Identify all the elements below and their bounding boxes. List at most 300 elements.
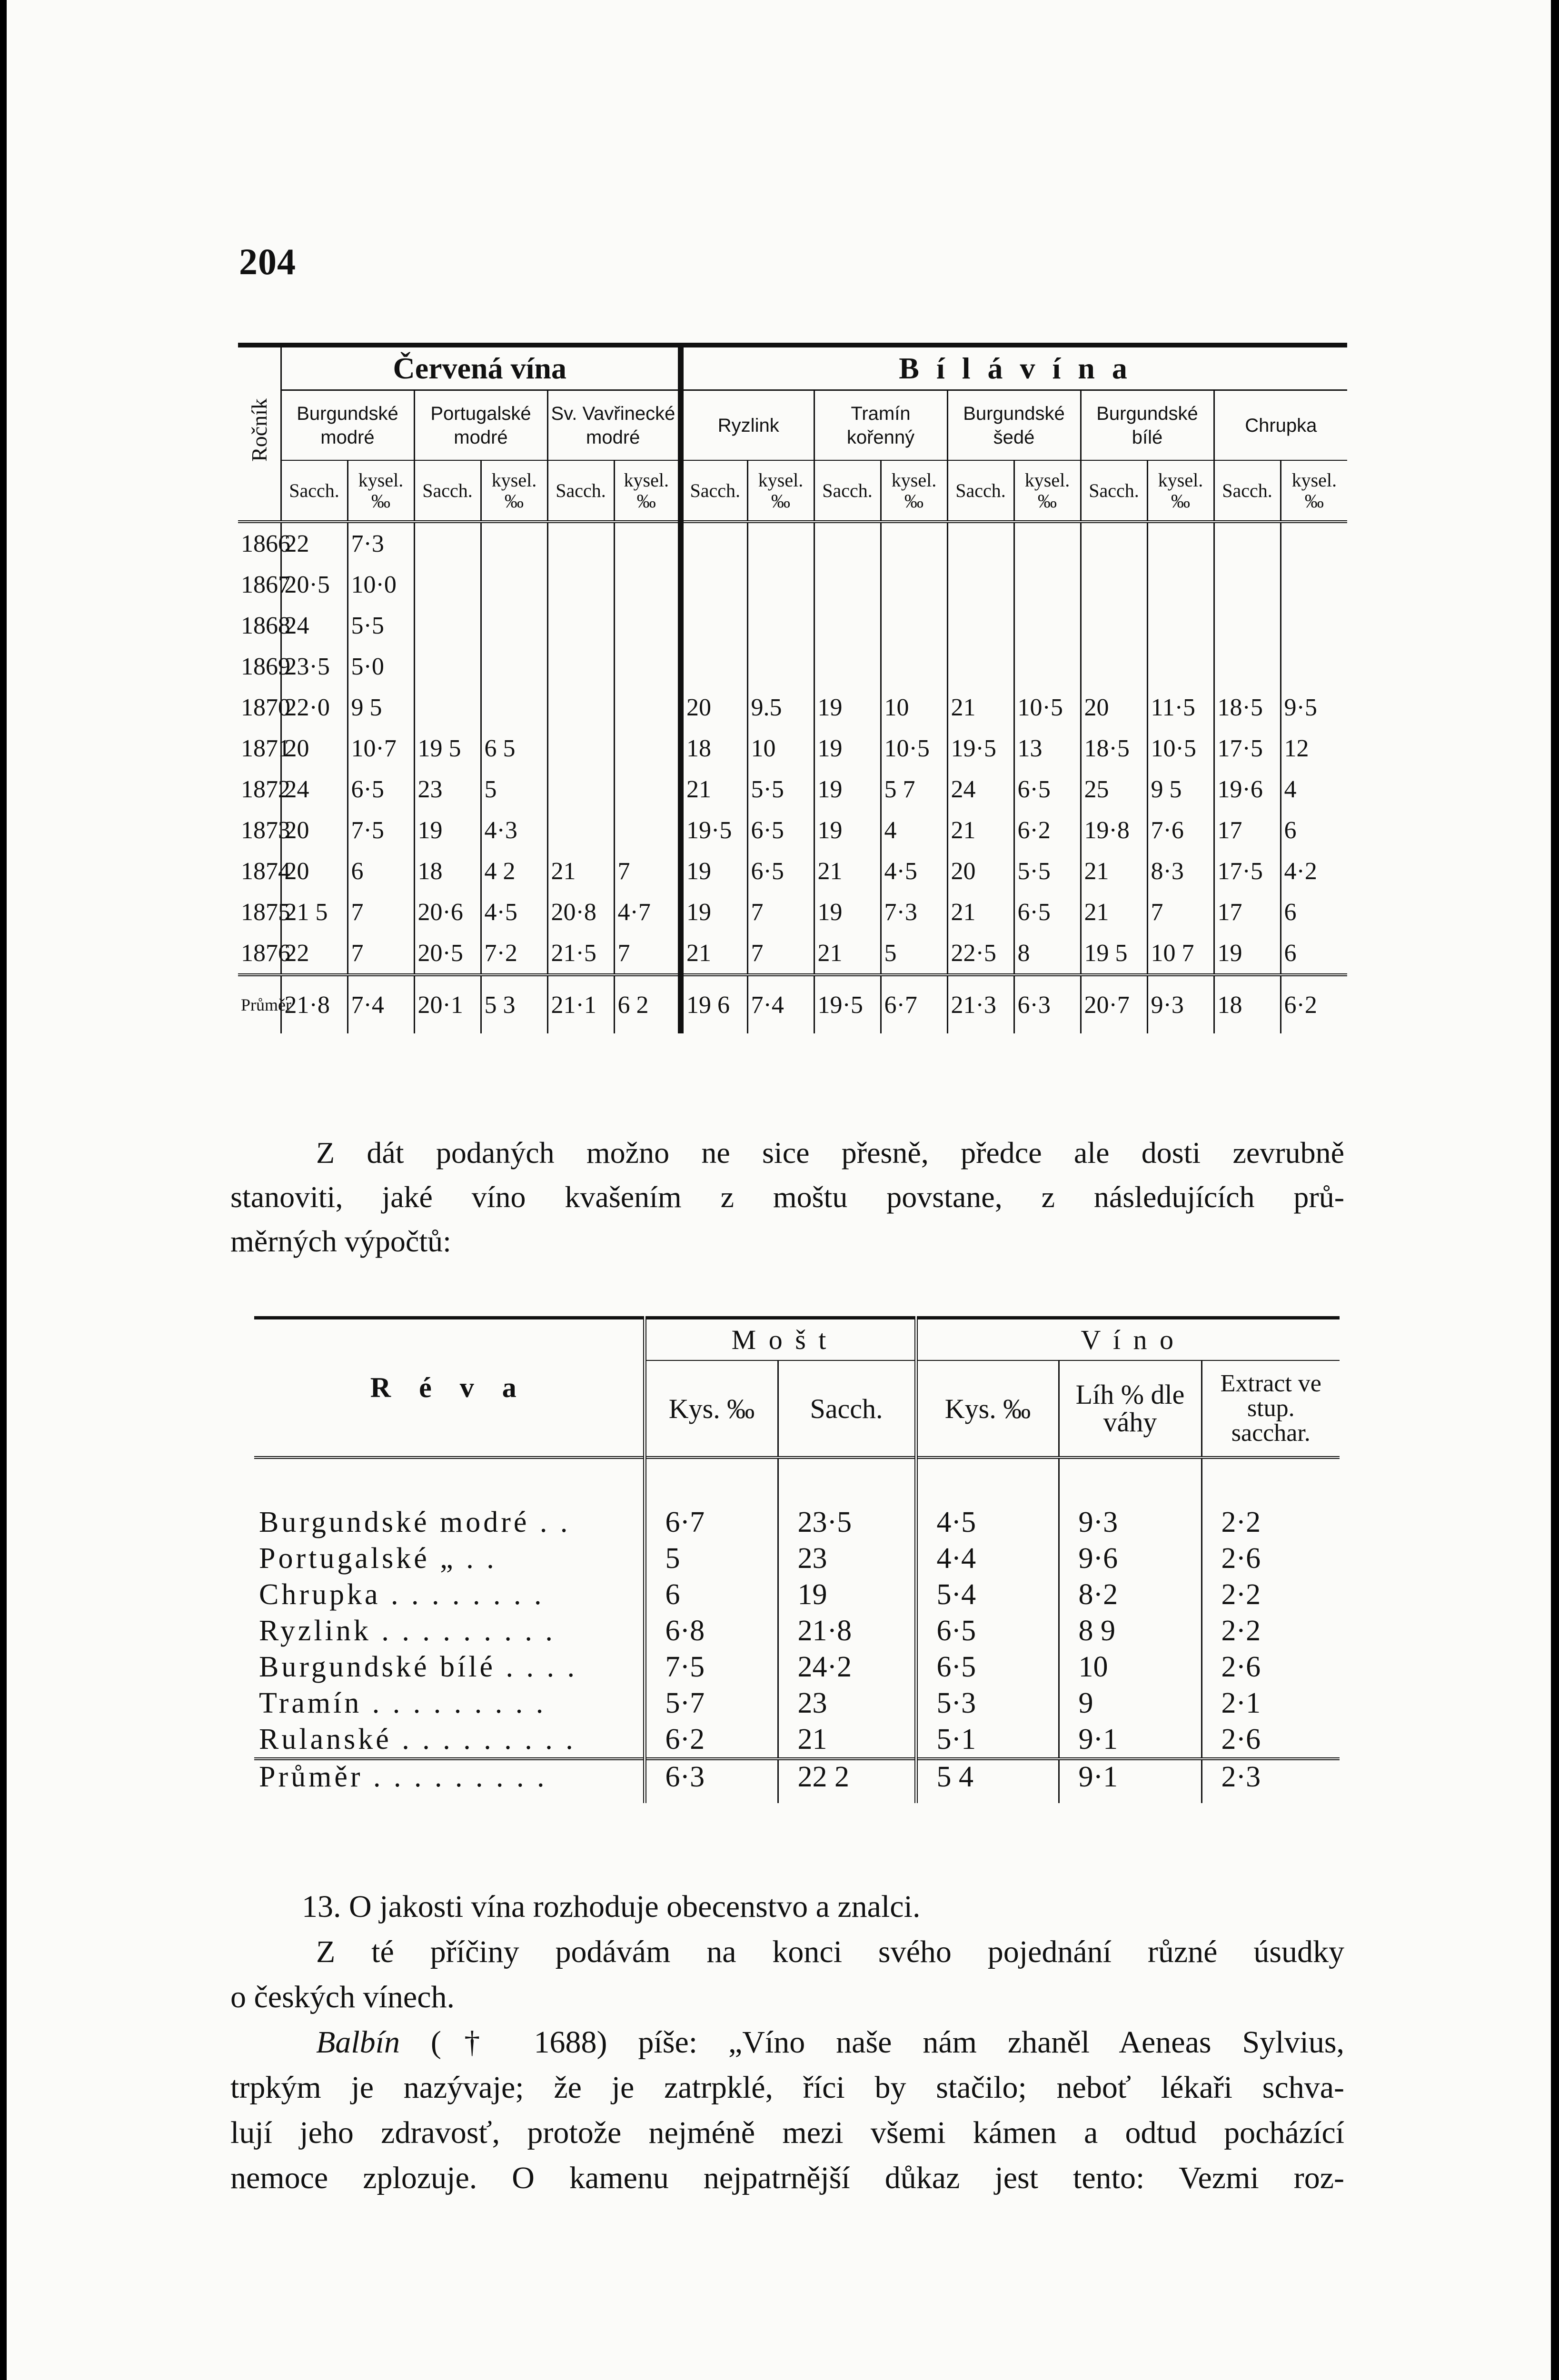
sacch-subheader: Sacch. (1214, 460, 1281, 522)
permille-label: ‰ (771, 490, 790, 512)
value-cell: 7 (1147, 892, 1214, 932)
variety-color: bílé (1132, 426, 1163, 448)
sacch-subheader: Sacch. (947, 460, 1014, 522)
value-cell: 21 (947, 687, 1014, 728)
value-cell: 20·5 (281, 564, 348, 605)
value-cell: 5 (881, 932, 947, 975)
value-cell: 7·5 (348, 810, 414, 851)
value-cell: 20 (281, 810, 348, 851)
value-cell (881, 646, 947, 687)
variety-cell: Ryzlink . . . . . . . . . (259, 1614, 556, 1647)
permille-label: ‰ (1171, 490, 1190, 512)
value-cell: 6·8 (645, 1613, 778, 1649)
value-cell: 9 5 (348, 687, 414, 728)
author-name: Balbín (316, 2025, 400, 2060)
value-cell (547, 522, 614, 564)
year-cell: 1876 (241, 939, 290, 967)
permille-label: ‰ (1038, 490, 1057, 512)
rocnik-header: Ročník (238, 345, 281, 522)
value-cell: 9·3 (1059, 1458, 1202, 1540)
table-row (254, 1577, 1340, 1613)
value-cell (1147, 564, 1214, 605)
text-line: lují jeho zdravosť, protože nejméně mezi všemi kámen a odtud pocházící (230, 2115, 1344, 2150)
value-cell (614, 522, 681, 564)
value-cell (681, 564, 747, 605)
value-cell (1014, 605, 1081, 646)
value-cell (614, 810, 681, 851)
value-cell: 2·2 (1202, 1613, 1340, 1649)
value-cell: 10·5 (881, 728, 947, 769)
value-cell (681, 605, 747, 646)
table-row (254, 1685, 1340, 1721)
average-cell: 6·2 (1281, 975, 1347, 1033)
value-cell: 21 (1081, 892, 1147, 932)
value-cell (947, 646, 1014, 687)
variety-cell: Portugalské „ . . (259, 1542, 497, 1575)
permille-label: ‰ (1304, 490, 1324, 512)
table-row (254, 1540, 1340, 1577)
kysel-label: kysel. (1024, 469, 1070, 491)
value-cell: 23·5 (281, 646, 348, 687)
table-row (238, 728, 1347, 769)
kysel-subheader (1014, 460, 1081, 522)
value-cell: 2·1 (1202, 1685, 1340, 1721)
value-cell (1147, 605, 1214, 646)
value-cell: 10 (881, 687, 947, 728)
value-cell (947, 522, 1014, 564)
variety-header (1081, 390, 1214, 461)
value-cell: 21·5 (547, 932, 614, 975)
value-cell (681, 522, 747, 564)
text-line: měrných výpočtů: (230, 1224, 451, 1258)
year-cell: 1873 (241, 816, 290, 844)
kysel-subheader (747, 460, 814, 522)
year-cell: 1874 (241, 857, 290, 885)
text-fragment: († 1688) píše: „Víno naše nám zhaněl Aeneas Sylvius, (430, 2025, 1345, 2060)
value-cell: 21 5 (281, 892, 348, 932)
sacch-subheader: Sacch. (681, 460, 747, 522)
value-cell: 4·7 (614, 892, 681, 932)
value-cell: 19 (814, 769, 881, 810)
value-cell (1281, 564, 1347, 605)
variety-color: modré (320, 426, 375, 448)
text-line: Z dát podaných možno ne sice přesně, předce ale dosti zevrubně (316, 1136, 1344, 1170)
value-cell (414, 687, 481, 728)
value-cell: 4 (881, 810, 947, 851)
value-cell: 17 (1214, 810, 1281, 851)
value-cell (947, 564, 1014, 605)
value-cell: 10·5 (1014, 687, 1081, 728)
value-cell (747, 564, 814, 605)
value-cell: 9 5 (1147, 769, 1214, 810)
value-cell: 6·5 (916, 1649, 1059, 1685)
value-cell (1014, 564, 1081, 605)
variety-name: Tramín (851, 403, 911, 424)
value-cell (614, 728, 681, 769)
average-cell: 6·7 (881, 975, 947, 1033)
value-cell: 17·5 (1214, 851, 1281, 892)
text-line: 13. O jakosti vína rozhoduje obecenstvo a znalci. (302, 1889, 921, 1924)
value-cell (1214, 646, 1281, 687)
variety-color: šedé (993, 426, 1035, 448)
most-kys-header: Kys. ‰ (645, 1360, 778, 1458)
variety-name: Portugalské (430, 403, 531, 424)
value-cell (481, 605, 547, 646)
average-cell: 21·3 (947, 975, 1014, 1033)
average-cell: 7·4 (747, 975, 814, 1033)
value-cell: 22 (281, 932, 348, 975)
variety-header (547, 390, 681, 461)
value-cell: 6·7 (645, 1458, 778, 1540)
value-cell: 11·5 (1147, 687, 1214, 728)
value-cell (614, 769, 681, 810)
average-row (238, 975, 1347, 1033)
average-cell: 6·3 (1014, 975, 1081, 1033)
value-cell: 24 (947, 769, 1014, 810)
table-row (238, 646, 1347, 687)
value-cell: 4·5 (481, 892, 547, 932)
vintage-table (238, 343, 1347, 1033)
value-cell: 2·3 (1202, 1759, 1340, 1803)
variety-cell: Burgundské modré . . (259, 1506, 571, 1538)
value-cell (547, 564, 614, 605)
value-cell (1147, 646, 1214, 687)
text-line: trpkým je nazývaje; že je zatrpklé, říci by stačilo; neboť lékaři schva- (230, 2070, 1344, 2105)
year-cell: 1870 (241, 694, 290, 721)
value-cell: 20·6 (414, 892, 481, 932)
value-cell (1214, 564, 1281, 605)
value-cell: 18 (414, 851, 481, 892)
value-cell (547, 646, 614, 687)
average-cell: 20·7 (1081, 975, 1147, 1033)
value-cell: 25 (1081, 769, 1147, 810)
red-wines-header: Červená vína (281, 345, 681, 390)
value-cell: 13 (1014, 728, 1081, 769)
value-cell: 7 (747, 892, 814, 932)
variety-color: modré (454, 426, 508, 448)
value-cell: 6·5 (1014, 769, 1081, 810)
most-sacch-header: Sacch. (778, 1360, 916, 1458)
table-row (238, 851, 1347, 892)
value-cell: 7·2 (481, 932, 547, 975)
value-cell: 21·8 (778, 1613, 916, 1649)
value-cell (881, 564, 947, 605)
value-cell: 4·4 (916, 1540, 1059, 1577)
value-cell (614, 605, 681, 646)
value-cell: 22·0 (281, 687, 348, 728)
value-cell: 6·3 (645, 1759, 778, 1803)
value-cell: 19 (814, 687, 881, 728)
kysel-label: kysel. (1158, 469, 1203, 491)
value-cell: 7 (614, 932, 681, 975)
permille-label: ‰ (636, 490, 656, 512)
value-cell: 7·5 (645, 1649, 778, 1685)
average-cell: 20·1 (414, 975, 481, 1033)
value-cell: 9 (1059, 1685, 1202, 1721)
value-cell: 18·5 (1081, 728, 1147, 769)
text-line: o českých vínech. (230, 1980, 455, 2014)
average-label: Průměr (238, 975, 281, 1033)
table-row (238, 932, 1347, 975)
variety-header (947, 390, 1081, 461)
value-cell: 8 9 (1059, 1613, 1202, 1649)
value-cell (1081, 564, 1147, 605)
white-wines-header: B í l á v í n a (681, 345, 1347, 390)
value-cell: 24 (281, 605, 348, 646)
value-cell: 6 (348, 851, 414, 892)
value-cell: 7 (747, 932, 814, 975)
value-cell: 23 (778, 1540, 916, 1577)
value-cell: 8·2 (1059, 1577, 1202, 1613)
sacch-subheader: Sacch. (414, 460, 481, 522)
value-cell: 8 (1014, 932, 1081, 975)
year-cell: 1871 (241, 734, 290, 762)
year-cell: 1868 (241, 612, 290, 639)
value-cell (547, 728, 614, 769)
value-cell: 10 (1059, 1649, 1202, 1685)
value-cell: 5 (645, 1540, 778, 1577)
variety-cell: Průměr . . . . . . . . . (254, 1759, 645, 1803)
value-cell (547, 687, 614, 728)
vino-kys-header: Kys. ‰ (916, 1360, 1059, 1458)
table-row (238, 605, 1347, 646)
value-cell (1214, 522, 1281, 564)
value-cell: 4 2 (481, 851, 547, 892)
value-cell: 20·8 (547, 892, 614, 932)
paragraph-intro (230, 1130, 1344, 1263)
value-cell (547, 769, 614, 810)
value-cell: 22·5 (947, 932, 1014, 975)
value-cell: 2·6 (1202, 1540, 1340, 1577)
year-cell: 1866 (241, 530, 290, 557)
value-cell: 5·5 (747, 769, 814, 810)
year-cell: 1872 (241, 775, 290, 803)
value-cell: 24 (281, 769, 348, 810)
kysel-label: kysel. (624, 469, 669, 491)
value-cell: 5·5 (348, 605, 414, 646)
variety-name: Ryzlink (717, 415, 779, 436)
value-cell (1081, 646, 1147, 687)
value-cell: 6·2 (1014, 810, 1081, 851)
value-cell: 10·0 (348, 564, 414, 605)
kysel-label: kysel. (891, 469, 937, 491)
year-cell: 1867 (241, 571, 290, 598)
variety-header (414, 390, 547, 461)
value-cell: 5·5 (1014, 851, 1081, 892)
value-cell (481, 646, 547, 687)
value-cell (947, 605, 1014, 646)
value-cell: 6·5 (348, 769, 414, 810)
value-cell: 19 (814, 728, 881, 769)
most-header: M o š t (645, 1318, 916, 1361)
value-cell: 6 (1281, 810, 1347, 851)
value-cell (881, 522, 947, 564)
average-cell: 18 (1214, 975, 1281, 1033)
value-cell: 2·6 (1202, 1721, 1340, 1759)
value-cell: 18 (681, 728, 747, 769)
value-cell: 23·5 (778, 1458, 916, 1540)
value-cell: 20 (947, 851, 1014, 892)
paragraph-quality (230, 1884, 1344, 2201)
variety-header (281, 390, 414, 461)
value-cell: 7 (348, 892, 414, 932)
value-cell: 19 (778, 1577, 916, 1613)
value-cell: 19·5 (681, 810, 747, 851)
sacch-subheader: Sacch. (547, 460, 614, 522)
text-line: Z té příčiny podávám na konci svého pojednání různé úsudky (316, 1934, 1344, 1969)
book-page (7, 0, 1551, 2380)
value-cell (414, 605, 481, 646)
value-cell: 19 (814, 892, 881, 932)
value-cell: 4·2 (1281, 851, 1347, 892)
kysel-label: kysel. (1291, 469, 1337, 491)
value-cell: 6·2 (645, 1721, 778, 1759)
value-cell: 18·5 (1214, 687, 1281, 728)
permille-label: ‰ (505, 490, 524, 512)
value-cell: 24·2 (778, 1649, 916, 1685)
value-cell (547, 810, 614, 851)
value-cell (1014, 522, 1081, 564)
value-cell: 5 4 (916, 1759, 1059, 1803)
variety-cell: Tramín . . . . . . . . . (259, 1686, 546, 1719)
value-cell: 21 (547, 851, 614, 892)
table-row (254, 1613, 1340, 1649)
text-line: nemoce zplozuje. O kamenu nejpatrnější důkaz jest tento: Vezmi roz- (230, 2161, 1344, 2195)
variety-color: modré (586, 426, 640, 448)
value-cell (547, 605, 614, 646)
value-cell: 5·4 (916, 1577, 1059, 1613)
value-cell: 4·3 (481, 810, 547, 851)
value-cell (814, 564, 881, 605)
value-cell (414, 522, 481, 564)
average-cell: 5 3 (481, 975, 547, 1033)
value-cell: 23 (778, 1685, 916, 1721)
variety-name: Sv. Vavřinecké (551, 403, 675, 424)
value-cell: 17·5 (1214, 728, 1281, 769)
value-cell (1281, 605, 1347, 646)
variety-header (681, 390, 814, 461)
value-cell: 20 (681, 687, 747, 728)
value-cell: 7 (348, 932, 414, 975)
value-cell: 7 (614, 851, 681, 892)
value-cell (481, 687, 547, 728)
value-cell: 21 (1081, 851, 1147, 892)
value-cell: 19·5 (947, 728, 1014, 769)
value-cell: 7·3 (348, 522, 414, 564)
sacch-subheader: Sacch. (1081, 460, 1147, 522)
value-cell: 20 (281, 728, 348, 769)
value-cell (1214, 605, 1281, 646)
variety-header (814, 390, 947, 461)
value-cell (747, 522, 814, 564)
value-cell: 21 (681, 769, 747, 810)
value-cell: 6 (645, 1577, 778, 1613)
value-cell: 12 (1281, 728, 1347, 769)
value-cell: 2·6 (1202, 1649, 1340, 1685)
variety-name: Chrupka (1245, 415, 1317, 436)
value-cell (481, 522, 547, 564)
year-cell: 1869 (241, 653, 290, 680)
value-cell: 6 (1281, 932, 1347, 975)
kysel-subheader (1147, 460, 1214, 522)
average-cell: 19·5 (814, 975, 881, 1033)
value-cell: 10·5 (1147, 728, 1214, 769)
value-cell: 21 (814, 851, 881, 892)
value-cell: 6·5 (1014, 892, 1081, 932)
value-cell: 19 (1214, 932, 1281, 975)
text-line (230, 2020, 1344, 2065)
average-cell: 7·4 (348, 975, 414, 1033)
sacch-subheader: Sacch. (814, 460, 881, 522)
value-cell: 21 (681, 932, 747, 975)
value-cell: 22 2 (778, 1759, 916, 1803)
value-cell: 9·5 (1281, 687, 1347, 728)
table-row (238, 810, 1347, 851)
value-cell: 2·2 (1202, 1577, 1340, 1613)
table-row (254, 1458, 1340, 1540)
value-cell (614, 564, 681, 605)
averages-table (254, 1316, 1340, 1803)
value-cell: 20 (281, 851, 348, 892)
variety-cell: Chrupka . . . . . . . . (259, 1578, 545, 1611)
value-cell: 5·7 (645, 1685, 778, 1721)
value-cell: 20·5 (414, 932, 481, 975)
kysel-subheader (481, 460, 547, 522)
permille-label: ‰ (904, 490, 923, 512)
value-cell (1281, 522, 1347, 564)
vino-header: V í n o (916, 1318, 1340, 1361)
value-cell: 4·5 (881, 851, 947, 892)
value-cell (614, 687, 681, 728)
value-cell: 20 (1081, 687, 1147, 728)
value-cell: 21 (778, 1721, 916, 1759)
average-cell: 9·3 (1147, 975, 1214, 1033)
variety-name: Burgundské (963, 403, 1065, 424)
value-cell: 4·5 (916, 1458, 1059, 1540)
variety-cell: Rulanské . . . . . . . . . (259, 1723, 576, 1755)
value-cell: 21 (947, 892, 1014, 932)
average-cell: 6 2 (614, 975, 681, 1033)
year-cell: 1875 (241, 898, 290, 926)
value-cell (1014, 646, 1081, 687)
value-cell: 5 7 (881, 769, 947, 810)
value-cell: 6 (1281, 892, 1347, 932)
vino-extract-header: Extract ve stup. sacchar. (1202, 1360, 1340, 1458)
value-cell (681, 646, 747, 687)
value-cell: 9·1 (1059, 1759, 1202, 1803)
value-cell: 7·3 (881, 892, 947, 932)
value-cell: 19·8 (1081, 810, 1147, 851)
table-row (238, 687, 1347, 728)
value-cell: 7·6 (1147, 810, 1214, 851)
kysel-label: kysel. (758, 469, 804, 491)
value-cell (747, 605, 814, 646)
value-cell: 21 (814, 932, 881, 975)
value-cell: 21 (947, 810, 1014, 851)
value-cell: 19 (414, 810, 481, 851)
value-cell (747, 646, 814, 687)
variety-color: kořenný (846, 426, 915, 448)
value-cell: 23 (414, 769, 481, 810)
value-cell (1081, 522, 1147, 564)
value-cell: 5·0 (348, 646, 414, 687)
value-cell (481, 564, 547, 605)
value-cell: 19·6 (1214, 769, 1281, 810)
value-cell: 19 (814, 810, 881, 851)
average-cell: 21·1 (547, 975, 614, 1033)
table-row (238, 892, 1347, 932)
variety-name: Burgundské (297, 403, 398, 424)
